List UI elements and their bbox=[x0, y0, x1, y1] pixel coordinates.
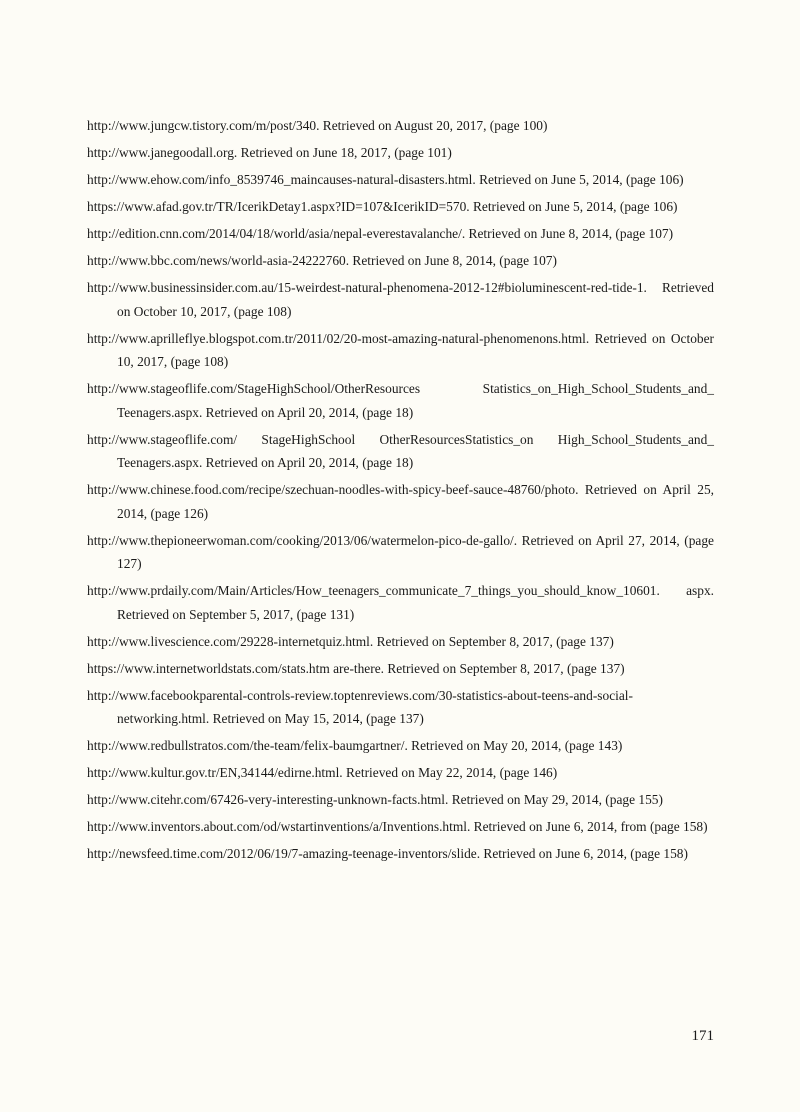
reference-entry: http://www.jungcw.tistory.com/m/post/340. Retrieved on August 20, 2017, (page 100) bbox=[87, 118, 548, 133]
reference-entry: http://www.stageoflife.com/StageHighSchool/OtherResources Statistics_on_High_School_Students_and_ Teenagers.aspx. Retrieved on April 20, 2014, (page 18) bbox=[87, 381, 714, 420]
reference-entry: http://www.livescience.com/29228-internetquiz.html. Retrieved on September 8, 2017, (page 137) bbox=[87, 633, 614, 649]
reference-entry: http://www.janegoodall.org. Retrieved on June 18, 2017, (page 101) bbox=[87, 145, 452, 160]
reference-entry: http://www.ehow.com/info_8539746_maincauses-natural-disasters.html. Retrieved on June 5, 2014, (page 106) bbox=[87, 172, 684, 187]
reference-entry: http://www.businessinsider.com.au/15-weirdest-natural-phenomena-2012-12#bioluminescent-red-tide-1. Retrieved on October 10, 2017, (page 108) bbox=[87, 280, 714, 319]
page-number: 171 bbox=[691, 1028, 714, 1044]
reference-entry: http://www.stageoflife.com/ StageHighSchool OtherResourcesStatistics_on High_School_Students_and_ Teenagers.aspx. Retrieved on April 20, 2014, (page 18) bbox=[87, 431, 714, 470]
reference-entry: http://www.prdaily.com/Main/Articles/How_teenagers_communicate_7_things_you_should_know_10601. aspx. Retrieved on September 5, 2017, (page 131) bbox=[87, 583, 714, 622]
reference-entry: https://www.afad.gov.tr/TR/IcerikDetay1.aspx?ID=107&IcerikID=570. Retrieved on June 5, 2014, (page 106) bbox=[87, 199, 678, 214]
reference-entry: http://www.thepioneerwoman.com/cooking/2013/06/watermelon-pico-de-gallo/. Retrieved on April 27, 2014, (page 127) bbox=[87, 532, 714, 571]
reference-entry: http://www.inventors.about.com/od/wstartinventions/a/Inventions.html. Retrieved on June 6, 2014, from (page 158) bbox=[87, 819, 708, 834]
reference-entry: http://www.redbullstratos.com/the-team/felix-baumgartner/. Retrieved on May 20, 2014, (page 143) bbox=[87, 738, 623, 753]
reference-entry: http://www.citehr.com/67426-very-interesting-unknown-facts.html. Retrieved on May 29, 2014, (page 155) bbox=[87, 792, 663, 807]
reference-entry: http://edition.cnn.com/2014/04/18/world/asia/nepal-everestavalanche/. Retrieved on June 8, 2014, (page 107) bbox=[87, 226, 674, 241]
reference-entry: http://newsfeed.time.com/2012/06/19/7-amazing-teenage-inventors/slide. Retrieved on June 6, 2014, (page 158) bbox=[87, 846, 688, 861]
reference-list bbox=[87, 114, 714, 869]
reference-entry: http://www.aprilleflye.blogspot.com.tr/2011/02/20-most-amazing-natural-phenomenons.html. Retrieved on October 10, 2017, (page 108) bbox=[87, 330, 714, 369]
reference-entry: http://www.bbc.com/news/world-asia-24222760. Retrieved on June 8, 2014, (page 107) bbox=[87, 253, 557, 268]
reference-entry: http://www.kultur.gov.tr/EN,34144/edirne.html. Retrieved on May 22, 2014, (page 146) bbox=[87, 765, 558, 780]
reference-entry: http://www.facebookparental-controls-review.toptenreviews.com/30-statistics-about-teens-and-social-networking.html. Retrieved on May 15, 2014, (page 137) bbox=[87, 687, 633, 726]
reference-entry: https://www.internetworldstats.com/stats.htm are-there. Retrieved on September 8, 2017, (page 137) bbox=[87, 660, 625, 676]
reference-entry: http://www.chinese.food.com/recipe/szechuan-noodles-with-spicy-beef-sauce-48760/photo. Retrieved on April 25, 2014, (page 126) bbox=[87, 482, 714, 521]
